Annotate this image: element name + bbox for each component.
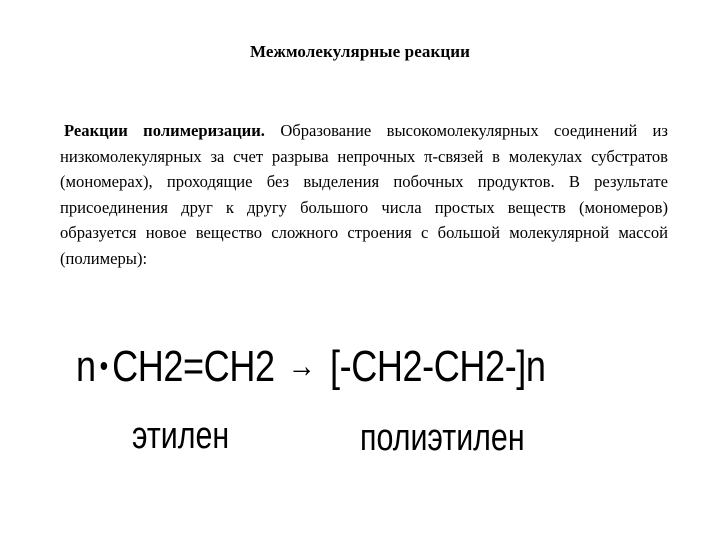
definition-text: Образование высокомолекулярных соединений из низкомолекулярных за счет разрыва непрочных π-связей в молекулах субстратов (мономерах), проходящие без выделения побочных продуктов. В результате присоединения друг к другу большого числа простых веществ (мономеров) образуется новое вещество сложного строения с большой молекулярной массой (полимеры): (60, 121, 668, 268)
page-title: Межмолекулярные реакции (249, 42, 471, 61)
reaction-arrow: → (287, 347, 316, 385)
multiplication-dot (101, 362, 108, 370)
coefficient: n (76, 342, 96, 391)
product-label: полиэтилен (360, 417, 525, 459)
polymerization-equation (76, 336, 546, 396)
reactant-formula: CH2=CH2 (112, 342, 275, 391)
term-bold: Реакции полимеризации. (64, 121, 265, 140)
definition-paragraph (60, 118, 668, 272)
product-formula: [-CH2-CH2-]n (329, 342, 546, 391)
reactant-label: этилен (132, 415, 230, 457)
